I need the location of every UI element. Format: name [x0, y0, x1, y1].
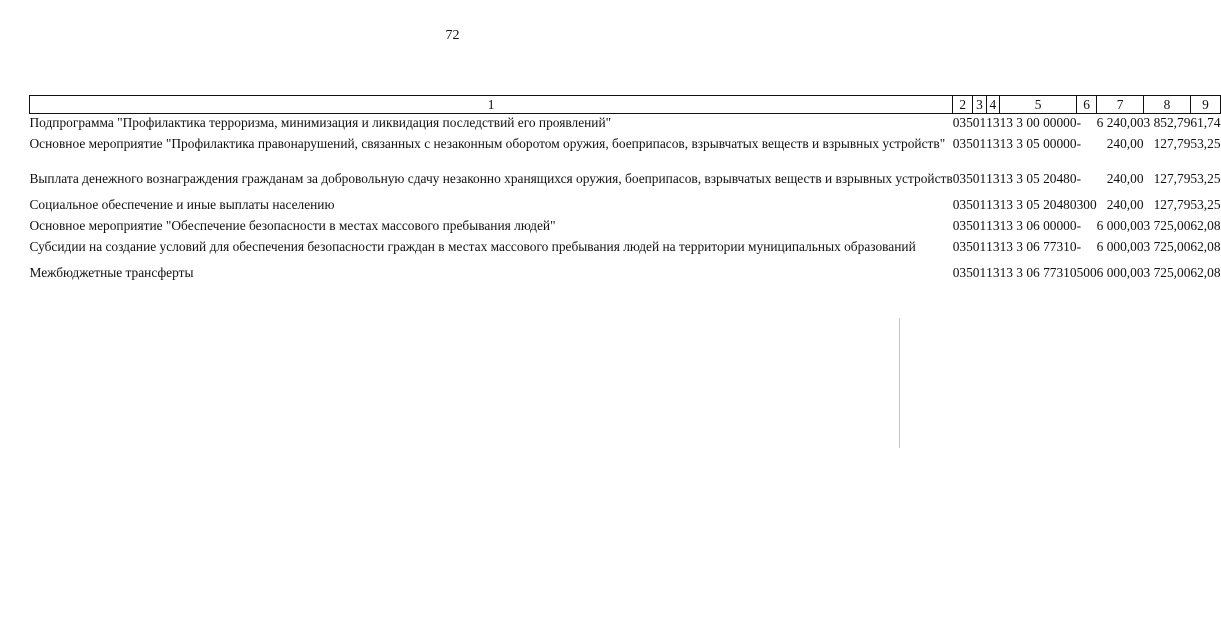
row-vr: - [1076, 171, 1082, 186]
row-ved: 035 [952, 218, 973, 233]
row-pr: 13 [986, 136, 1000, 151]
row-name: Социальное обеспечение и иные выплаты населению [29, 197, 335, 212]
row-csr: 13 3 06 77310 [999, 239, 1077, 254]
row-vr: 500 [1076, 265, 1097, 280]
table-row [30, 135, 1221, 170]
row-pr: 13 [986, 171, 1000, 186]
row-rz: 01 [972, 218, 987, 233]
header-col-4: 4 [986, 96, 999, 114]
row-plan: 6 000,00 [1096, 265, 1144, 280]
header-col-8: 8 [1144, 96, 1191, 114]
header-col-6: 6 [1077, 96, 1097, 114]
row-ved: 035 [952, 197, 973, 212]
row-csr: 13 3 06 77310 [999, 265, 1077, 280]
row-fact: 3 725,00 [1143, 265, 1191, 280]
table-row [30, 170, 1221, 196]
row-percent: 53,25 [1190, 171, 1221, 186]
table-row [30, 114, 1221, 136]
row-pr: 13 [986, 218, 1000, 233]
row-rz: 01 [972, 115, 987, 130]
row-pr: 13 [986, 197, 1000, 212]
header-col-3: 3 [973, 96, 986, 114]
row-fact: 3 725,00 [1143, 218, 1191, 233]
row-vr: - [1076, 239, 1082, 254]
header-col-2: 2 [953, 96, 973, 114]
row-name: Подпрограмма "Профилактика терроризма, минимизация и ликвидация последствий его проявлений" [29, 115, 612, 130]
row-rz: 01 [972, 197, 987, 212]
table-row [30, 196, 1221, 217]
row-plan: 240,00 [1106, 197, 1144, 212]
row-rz: 01 [972, 171, 987, 186]
row-plan: 6 240,00 [1096, 115, 1144, 130]
row-ved: 035 [952, 171, 973, 186]
row-plan: 6 000,00 [1096, 218, 1144, 233]
row-percent: 53,25 [1190, 136, 1221, 151]
row-name: Основное мероприятие "Профилактика правонарушений, связанных с незаконным оборотом оружия, боеприпасов, взрывчатых веществ и взрывных устройств" [29, 136, 946, 151]
row-ved: 035 [952, 115, 973, 130]
header-row [30, 96, 1221, 114]
row-vr: - [1076, 136, 1082, 151]
row-csr: 13 3 05 20480 [999, 197, 1077, 212]
row-vr: - [1076, 218, 1082, 233]
row-plan: 240,00 [1106, 136, 1144, 151]
row-csr: 13 3 05 20480 [999, 171, 1077, 186]
scan-edge-mark [899, 318, 900, 448]
row-percent: 53,25 [1190, 197, 1221, 212]
row-percent: 61,74 [1190, 115, 1221, 130]
row-csr: 13 3 05 00000 [999, 136, 1077, 151]
row-plan: 240,00 [1106, 171, 1144, 186]
row-name: Субсидии на создание условий для обеспечения безопасности граждан в местах массового пребывания людей на территории муниципальных образований [29, 239, 916, 254]
row-percent: 62,08 [1190, 218, 1221, 233]
row-percent: 62,08 [1190, 239, 1221, 254]
row-pr: 13 [986, 265, 1000, 280]
row-rz: 01 [972, 239, 987, 254]
row-vr: 300 [1076, 197, 1097, 212]
row-percent: 62,08 [1190, 265, 1221, 280]
budget-table [29, 95, 1221, 281]
row-name: Выплата денежного вознаграждения гражданам за добровольную сдачу незаконно хранящихся оружия, боеприпасов, взрывчатых веществ и взрывных устройств [29, 171, 953, 186]
row-name: Основное мероприятие "Обеспечение безопасности в местах массового пребывания людей" [29, 218, 556, 233]
table-row [30, 217, 1221, 238]
row-vr: - [1076, 115, 1082, 130]
page-number: 72 [445, 28, 460, 43]
row-ved: 035 [952, 239, 973, 254]
header-col-1: 1 [30, 96, 953, 114]
row-plan: 6 000,00 [1096, 239, 1144, 254]
row-pr: 13 [986, 115, 1000, 130]
row-pr: 13 [986, 239, 1000, 254]
row-fact: 3 725,00 [1143, 239, 1191, 254]
header-col-5: 5 [1000, 96, 1077, 114]
row-name: Межбюджетные трансферты [29, 265, 194, 280]
row-rz: 01 [972, 136, 987, 151]
row-csr: 13 3 06 00000 [999, 218, 1077, 233]
row-fact: 127,79 [1153, 171, 1191, 186]
row-fact: 3 852,79 [1143, 115, 1191, 130]
row-csr: 13 3 00 00000 [999, 115, 1077, 130]
row-ved: 035 [952, 136, 973, 151]
table-row [30, 264, 1221, 281]
row-ved: 035 [952, 265, 973, 280]
table-row [30, 238, 1221, 264]
header-col-9: 9 [1190, 96, 1220, 114]
row-fact: 127,79 [1153, 136, 1191, 151]
row-fact: 127,79 [1153, 197, 1191, 212]
row-rz: 01 [972, 265, 987, 280]
header-col-7: 7 [1097, 96, 1144, 114]
